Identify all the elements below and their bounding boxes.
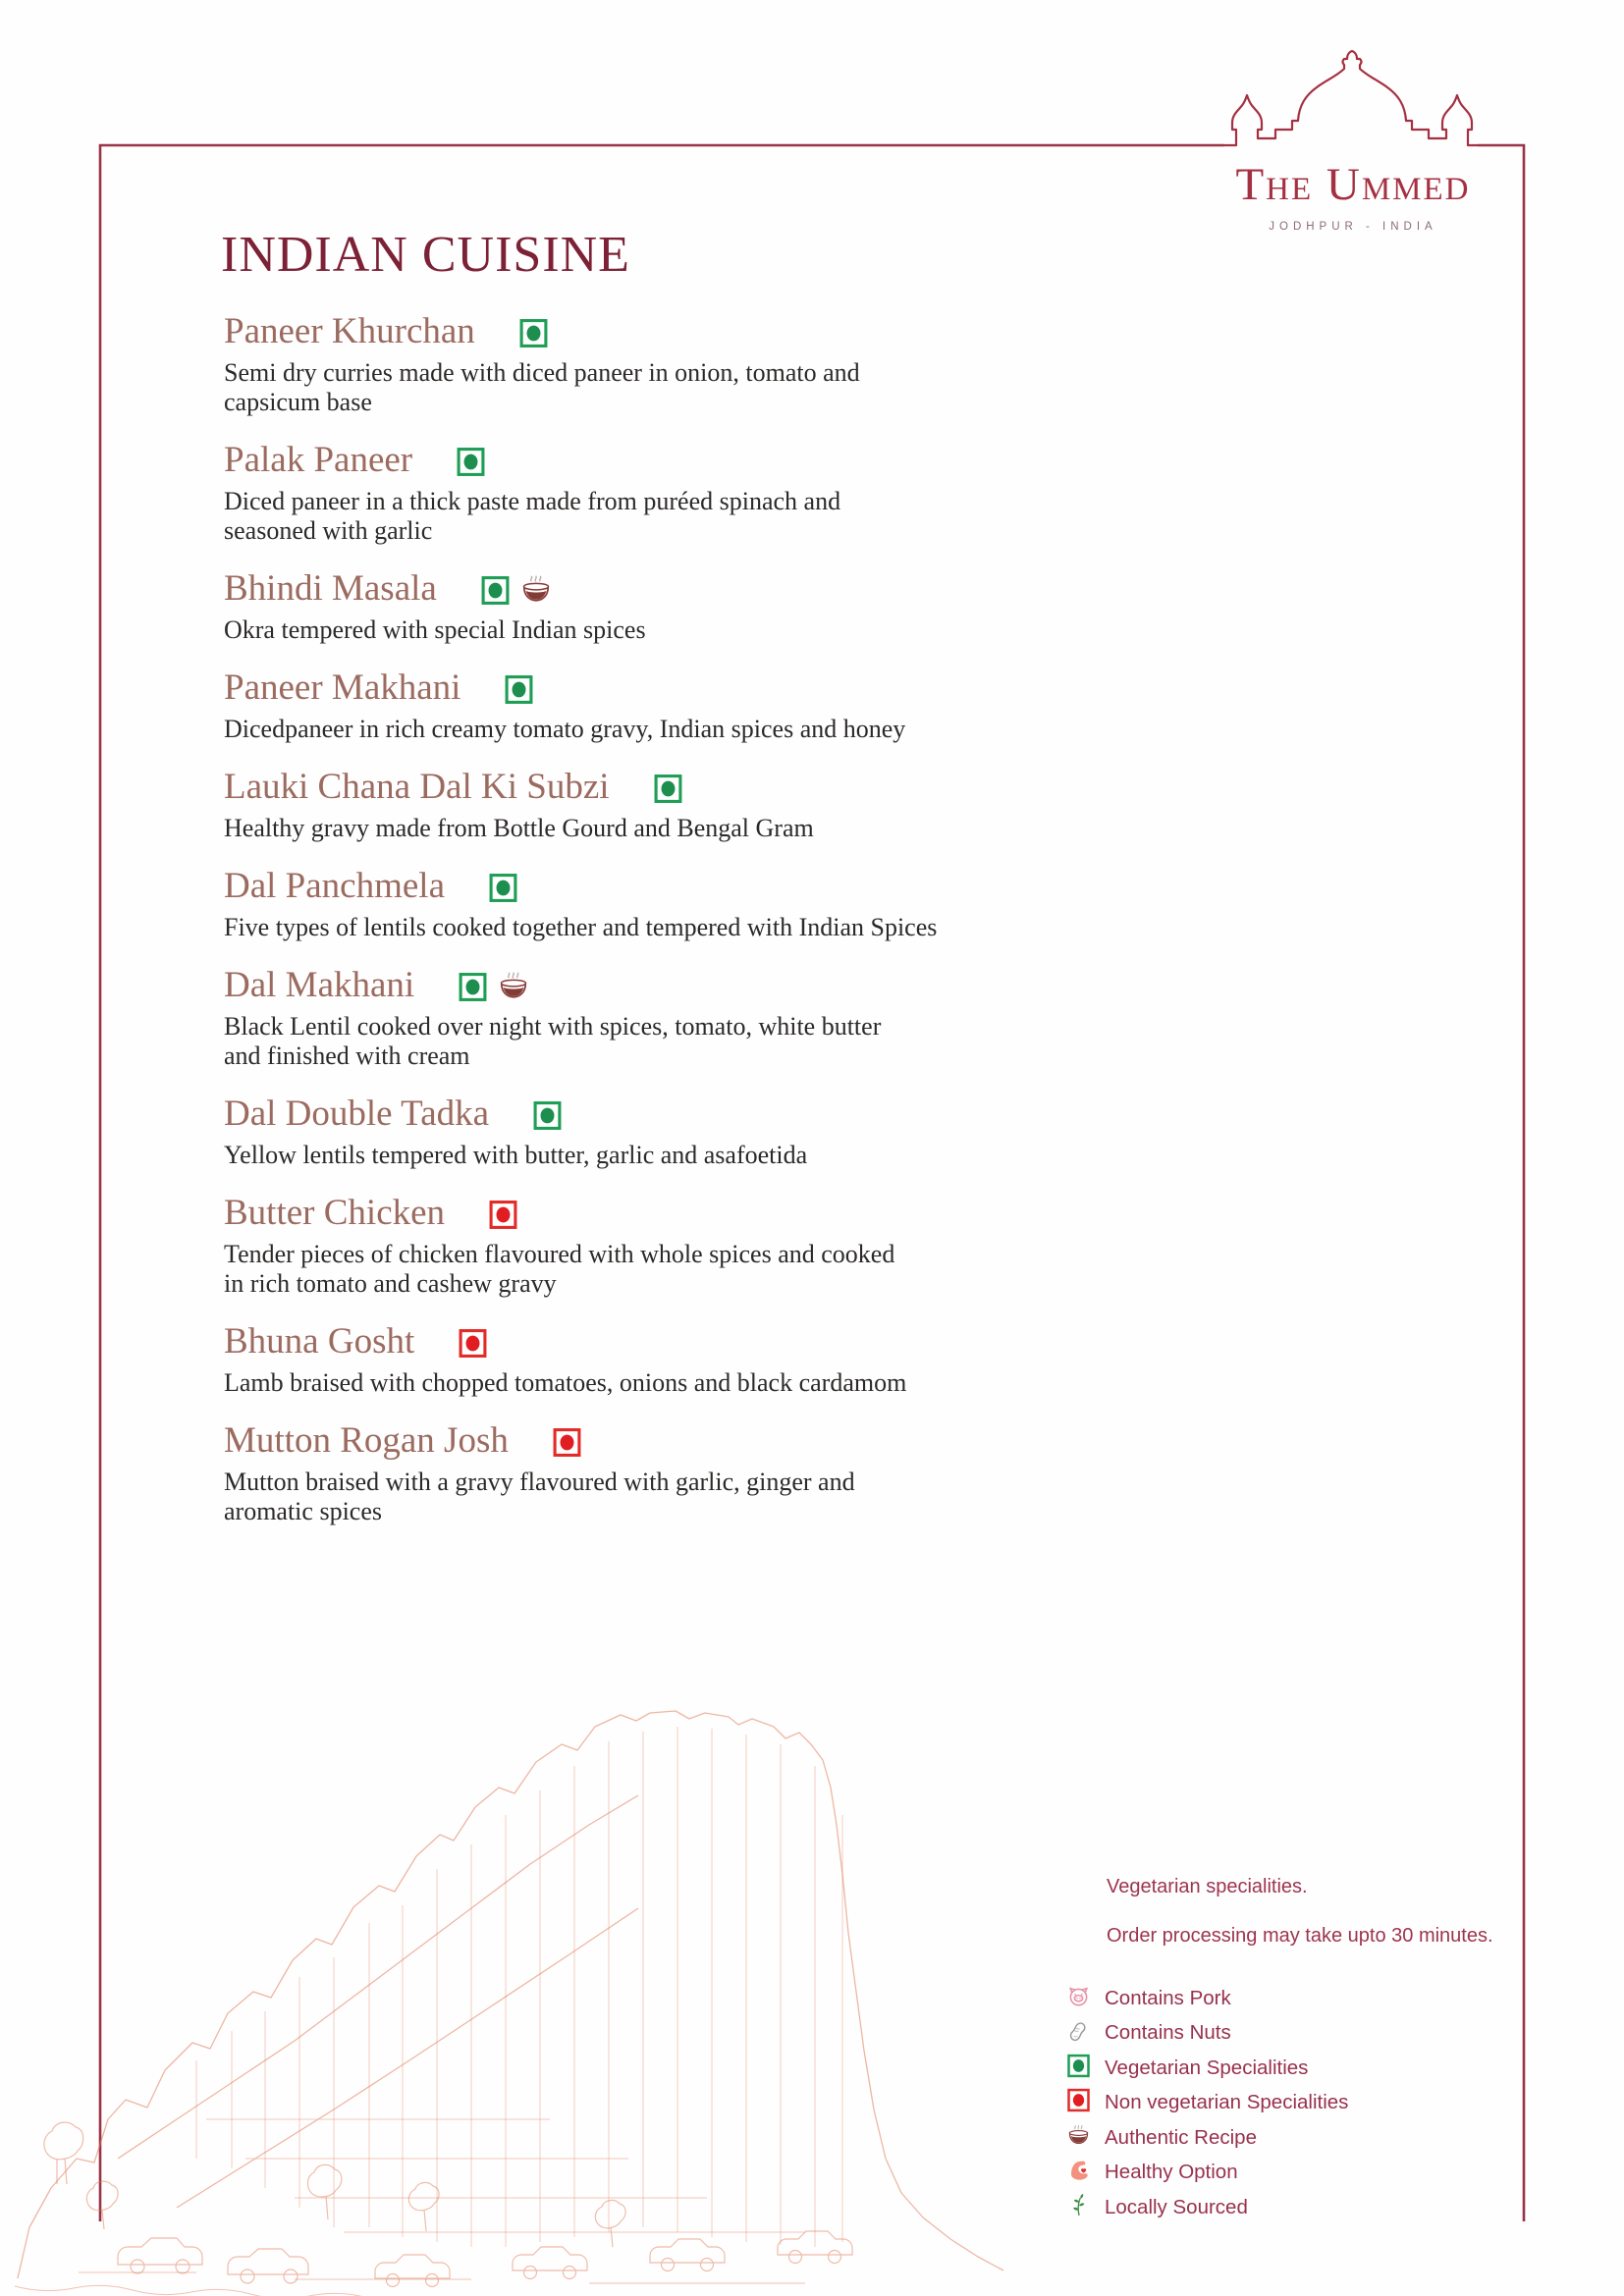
authentic-recipe-icon [497,970,530,1003]
menu-item-header [224,766,1206,809]
menu-item [224,1419,1206,1526]
legend [1066,1981,1348,2225]
ground-sketch [15,2272,957,2296]
menu-item [224,567,1206,645]
menu-item-badges [518,317,549,349]
legend-label: Authentic Recipe [1105,2125,1257,2149]
menu-item-description: Mutton braised with a gravy flavoured with garlic, ginger and aromatic spices [224,1468,855,1525]
menu-item-name: Bhuna Gosht [224,1321,415,1362]
legend-icon-slot [1066,2018,1091,2048]
legend-icon-slot [1066,2054,1091,2083]
menu-item-badges [480,573,553,607]
menu-item-badges [458,1327,488,1360]
legend-label: Contains Pork [1105,1986,1231,2009]
menu-item [224,667,1206,744]
fort-wall-texture [196,1727,842,2247]
legend-label: Non vegetarian Specialities [1105,2091,1349,2114]
nonveg-icon [488,1199,518,1231]
menu-item-name: Paneer Khurchan [224,311,475,351]
menu-item-badges [456,446,486,478]
menu-item-header [224,667,1206,710]
menu-item-description: Semi dry curries made with diced paneer in onion, tomato and capsicum base [224,358,860,416]
menu-item-description: Diced paneer in a thick paste made from puréed spinach and seasoned with garlic [224,487,841,545]
menu-item-description: Dicedpaneer in rich creamy tomato gravy, Indian spices and honey [224,715,906,743]
menu-item-header [224,310,1206,353]
menu-item [224,964,1206,1071]
veg-icon [1066,2054,1091,2078]
menu-item-name: Paneer Makhani [224,667,461,708]
menu-item [224,865,1206,942]
menu-item-description: Five types of lentils cooked together and tempered with Indian Spices [224,913,938,941]
menu-item-description: Tender pieces of chicken flavoured with whole spices and cooked in rich tomato and cashew gravy [224,1240,895,1298]
veg-icon [504,673,534,706]
menu-item [224,310,1206,417]
veg-icon [458,971,488,1003]
healthy-option-icon [1066,2158,1091,2182]
legend-label: Vegetarian Specialities [1105,2056,1309,2079]
menu-item-description: Healthy gravy made from Bottle Gourd and Bengal Gram [224,814,814,842]
menu-item-badges [458,970,530,1003]
pig-icon [1066,1984,1091,2008]
menu-item-header [224,964,1206,1007]
legend-icon-slot [1066,1984,1091,2013]
menu-item [224,766,1206,843]
trees-sketch [44,2122,625,2247]
menu-item-name: Lauki Chana Dal Ki Subzi [224,767,610,807]
menu-item-badges [504,673,534,706]
menu-item-badges [488,1199,518,1231]
menu-item-name: Palak Paneer [224,440,413,480]
note-order-processing: Order processing may take upto 30 minutes. [1107,1925,1493,1947]
authentic-recipe-icon [1066,2123,1091,2148]
menu-item-description: Lamb braised with chopped tomatoes, onions and black cardamom [224,1368,907,1397]
locally-sourced-icon [1066,2193,1091,2217]
menu-item-description: Yellow lentils tempered with butter, garlic and asafoetida [224,1141,808,1169]
menu-item-name: Bhindi Masala [224,568,437,609]
menu-item-name: Mutton Rogan Josh [224,1420,509,1461]
legend-row [1066,2156,1348,2191]
legend-row [1066,1981,1348,2016]
veg-icon [480,574,511,607]
legend-label: Contains Nuts [1105,2021,1231,2045]
menu-item-name: Dal Panchmela [224,866,445,906]
hotel-logo-location: JODHPUR - INDIA [1269,221,1437,233]
menu-item-header [224,1192,1206,1235]
menu-item [224,1320,1206,1398]
legend-icon-slot [1066,2158,1091,2187]
menu-item-name: Dal Makhani [224,965,415,1005]
menu-item-badges [552,1426,582,1459]
menu-item-description: Black Lentil cooked over night with spices, tomato, white butter and finished with cream [224,1012,882,1070]
note-vegetarian: Vegetarian specialities. [1107,1876,1308,1897]
legend-icon-slot [1066,2123,1091,2153]
hotel-logo-name: The Ummed [1235,159,1471,210]
menu-item-badges [653,773,683,805]
menu-item [224,1192,1206,1299]
nonveg-icon [552,1426,582,1459]
menu-item-header [224,439,1206,482]
legend-row [1066,2086,1348,2121]
menu-item-header [224,567,1206,611]
veg-icon [456,446,486,478]
peanut-icon [1066,2018,1091,2043]
cars-sketch [118,2231,852,2287]
legend-label: Locally Sourced [1105,2195,1248,2218]
menu-item-header [224,1320,1206,1363]
veg-icon [518,317,549,349]
legend-row [1066,2120,1348,2156]
menu-item-badges [532,1099,563,1132]
footer-notes [1107,1876,1493,1948]
legend-label: Healthy Option [1105,2161,1238,2184]
menu-item-header [224,865,1206,908]
veg-icon [653,773,683,805]
veg-icon [488,872,518,904]
authentic-recipe-icon [519,573,553,607]
legend-row [1066,2190,1348,2225]
legend-icon-slot [1066,2088,1091,2117]
menu-item-badges [488,872,518,904]
nonveg-icon [1066,2088,1091,2112]
fort-sketch [0,1697,1051,2296]
legend-row [1066,2016,1348,2052]
menu-item-header [224,1093,1206,1136]
menu-item-description: Okra tempered with special Indian spices [224,615,646,644]
nonveg-icon [458,1327,488,1360]
veg-icon [532,1099,563,1132]
palace-dome-outline [1224,51,1478,145]
legend-icon-slot [1066,2193,1091,2222]
menu-item-name: Dal Double Tadka [224,1094,490,1134]
menu-item-header [224,1419,1206,1463]
page-title: INDIAN CUISINE [221,227,630,283]
menu-item [224,1093,1206,1170]
fort-ridge [18,1711,1003,2278]
menu-item [224,439,1206,546]
menu-item-name: Butter Chicken [224,1193,446,1233]
menu-item-list [224,310,1206,1548]
legend-row [1066,2051,1348,2086]
